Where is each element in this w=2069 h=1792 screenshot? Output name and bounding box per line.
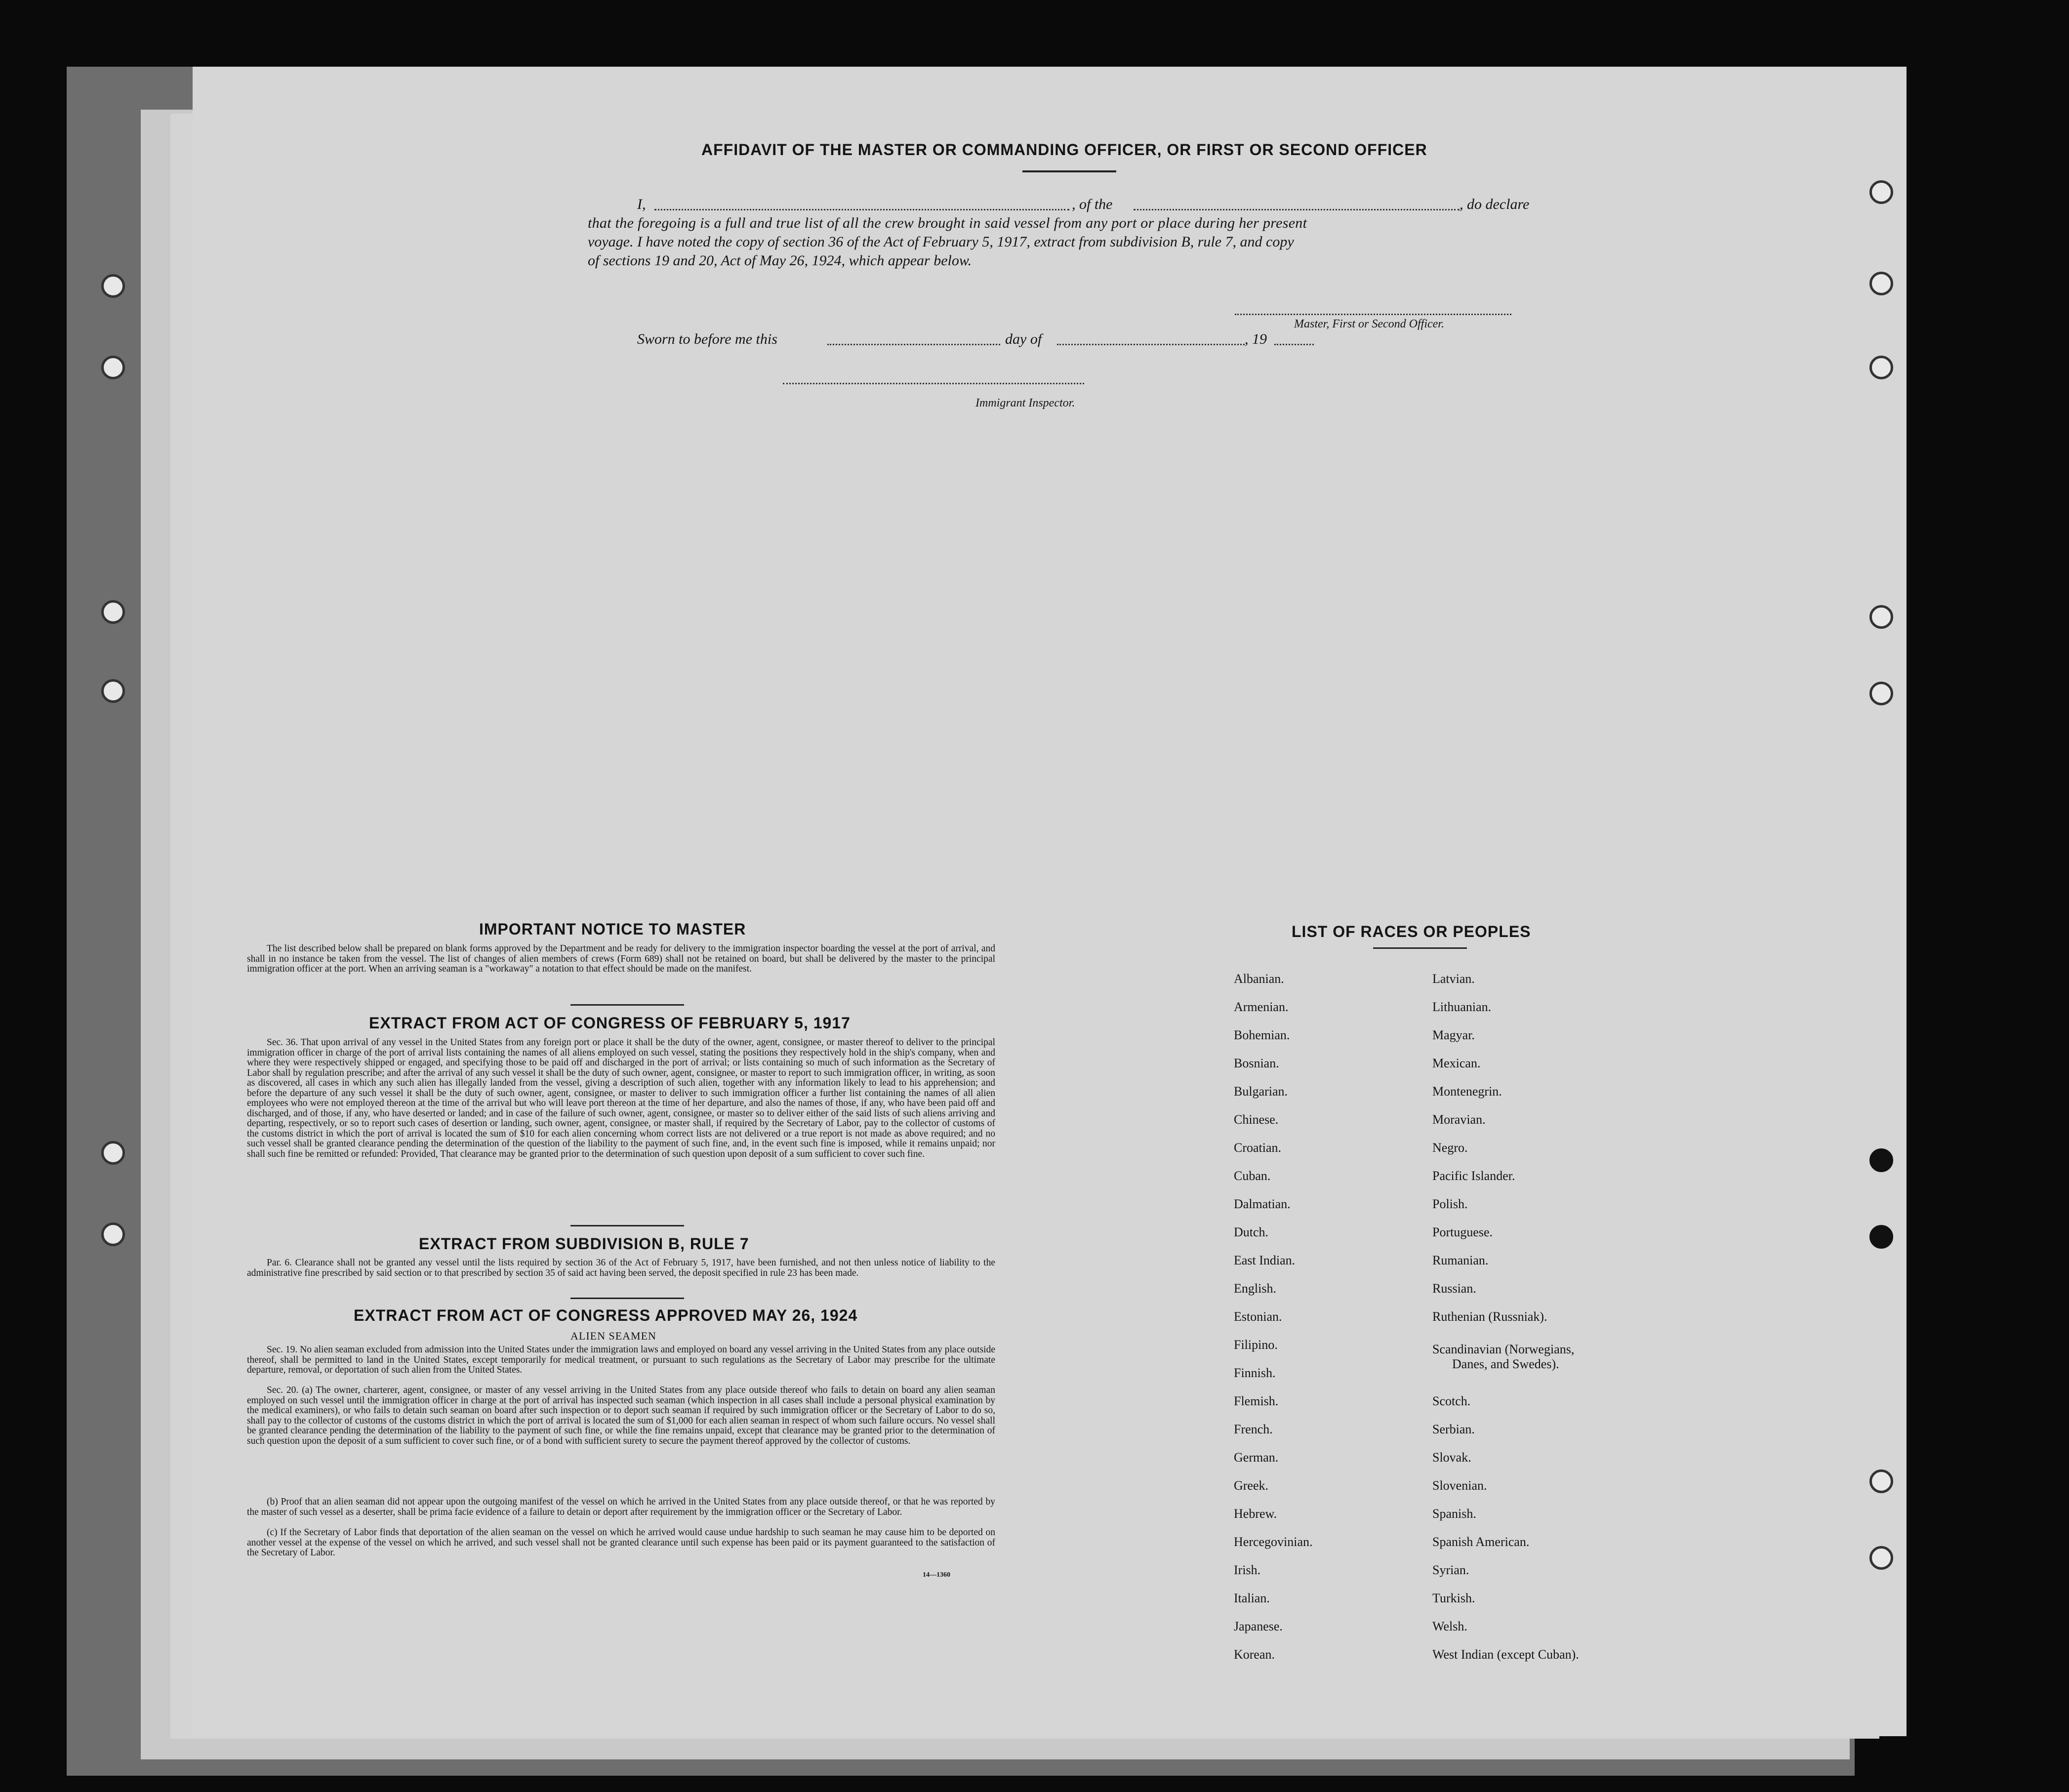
binder-hole xyxy=(1869,605,1893,629)
race-item: Magyar. xyxy=(1432,1028,1475,1042)
race-item: Spanish. xyxy=(1432,1507,1476,1521)
extract-1917-title: EXTRACT FROM ACT OF CONGRESS OF FEBRUARY 5, 1917 xyxy=(369,1014,851,1032)
race-item: Finnish. xyxy=(1234,1366,1276,1380)
affidavit-do-declare: , do declare xyxy=(1460,196,1530,212)
race-item: Montenegrin. xyxy=(1432,1084,1502,1099)
race-item: Latvian. xyxy=(1432,972,1475,986)
race-item: Armenian. xyxy=(1234,1000,1289,1014)
race-item: Estonian. xyxy=(1234,1309,1282,1324)
crew-list-form-page xyxy=(193,67,1907,1736)
race-item: Bulgarian. xyxy=(1234,1084,1288,1099)
race-item: Filipino. xyxy=(1234,1338,1278,1352)
race-item: Serbian. xyxy=(1432,1422,1475,1436)
binder-hole xyxy=(101,679,125,703)
affidavit-declare-I: I, xyxy=(637,196,646,212)
sworn-month-blank xyxy=(1057,344,1245,345)
race-item: East Indian. xyxy=(1234,1253,1296,1267)
race-item: Dalmatian. xyxy=(1234,1197,1291,1211)
affidavit-line: of sections 19 and 20, Act of May 26, 1924, which appear below. xyxy=(588,252,972,269)
sworn-day-of: day of xyxy=(1005,331,1042,347)
extract-rule7-text: Par. 6. Clearance shall not be granted any vessel until the lists required by section 36 of the Act of February 5, 1917, have been furnished, and not then unless notice of liability to the administrative fine prescribed by said section or to that prescribed by section 35 of said act having been served, the deposit specified in rule 23 has been made. xyxy=(247,1258,995,1278)
race-item: Mexican. xyxy=(1432,1056,1481,1070)
binder-hole xyxy=(1869,1225,1893,1249)
race-item: Albanian. xyxy=(1234,972,1284,986)
race-item: Lithuanian. xyxy=(1432,1000,1492,1014)
binder-hole xyxy=(101,274,125,298)
race-item: Italian. xyxy=(1234,1591,1270,1605)
notice-title: IMPORTANT NOTICE TO MASTER xyxy=(479,920,746,938)
title-underline xyxy=(1022,170,1116,172)
binder-hole xyxy=(1869,682,1893,705)
race-item: Irish. xyxy=(1234,1563,1261,1577)
race-item: Rumanian. xyxy=(1432,1253,1489,1267)
binder-hole xyxy=(1869,272,1893,295)
inspector-signature-blank xyxy=(783,383,1084,384)
races-title: LIST OF RACES OR PEOPLES xyxy=(1292,923,1531,940)
race-item: Welsh. xyxy=(1432,1619,1467,1633)
binder-hole xyxy=(101,600,125,624)
binder-hole xyxy=(1869,1546,1893,1570)
extract-1924-title: EXTRACT FROM ACT OF CONGRESS APPROVED MAY 26, 1924 xyxy=(354,1306,858,1324)
affidavit-line: that the foregoing is a full and true list of all the crew brought in said vessel from any port or place during her present xyxy=(588,215,1307,231)
sworn-year-blank xyxy=(1274,344,1314,345)
race-item: Turkish. xyxy=(1432,1591,1475,1605)
race-item: West Indian (except Cuban). xyxy=(1432,1647,1579,1662)
race-item: Japanese. xyxy=(1234,1619,1283,1633)
race-item: Hercegovinian. xyxy=(1234,1535,1313,1549)
race-item: Cuban. xyxy=(1234,1169,1271,1183)
master-signature-caption: Master, First or Second Officer. xyxy=(1294,318,1444,330)
form-number: 14—1360 xyxy=(923,1571,950,1579)
race-item: French. xyxy=(1234,1422,1273,1436)
race-item: Slovenian. xyxy=(1432,1478,1487,1493)
race-item: Ruthenian (Russniak). xyxy=(1432,1309,1547,1324)
race-item: Bohemian. xyxy=(1234,1028,1290,1042)
race-item: Bosnian. xyxy=(1234,1056,1279,1070)
race-item: Spanish American. xyxy=(1432,1535,1530,1549)
race-item: Moravian. xyxy=(1432,1112,1486,1127)
binder-hole xyxy=(1869,1469,1893,1493)
affidavit-line: voyage. I have noted the copy of section 36 of the Act of February 5, 1917, extract from subdivision B, rule 7, and copy xyxy=(588,234,1294,250)
sec20a-text: Sec. 20. (a) The owner, charterer, agent, consignee, or master of any vessel arriving in the United States from any place outside thereof who fails to detain on board any alien seaman employed on such vessel until the immigration officer in charge at the port of arrival has inspected such seaman (which inspection in all cases shall include a personal physical examination by the medical examiners), or who fails to detain such seaman on board after such inspection or to deport such seaman if required by such immigration officer or the Secretary of Labor to do so, shall pay to the collector of customs of the customs district in which the port of arrival is located the sum of $1,000 for each alien seaman in respect of whom such failure occurs. No vessel shall be granted clearance pending the determination of the liability to the payment of such fine, or while the fine remains unpaid, except that clearance may be granted prior to the determination of such question upon the deposit of a sum sufficient to cover such fine, or of a bond with sufficient surety to secure the payment thereof approved by the collector of customs. xyxy=(247,1385,995,1446)
binder-hole xyxy=(1869,356,1893,379)
race-item: Polish. xyxy=(1432,1197,1468,1211)
race-item: Russian. xyxy=(1432,1281,1476,1296)
race-item: Slovak. xyxy=(1432,1450,1471,1465)
race-item: Dutch. xyxy=(1234,1225,1269,1239)
race-item: English. xyxy=(1234,1281,1276,1296)
master-signature-blank xyxy=(1235,314,1511,315)
binder-hole xyxy=(101,1141,125,1165)
binder-hole xyxy=(1869,180,1893,204)
race-item: Croatian. xyxy=(1234,1140,1282,1155)
notice-text: The list described below shall be prepared on blank forms approved by the Department and be ready for delivery to the immigration inspector boarding the vessel at the port of arrival, and shall in no instance be taken from the vessel. The list of changes of alien members of crews (Form 689) shall not be retained on board, but shall be delivered by the master to the principal immigration officer at the port. When an arriving seaman is a "workaway" a notation to that effect should be made on the manifest. xyxy=(247,943,995,974)
race-item: German. xyxy=(1234,1450,1279,1465)
race-item: Scotch. xyxy=(1432,1394,1471,1408)
race-item: Danes, and Swedes). xyxy=(1452,1357,1559,1371)
sworn-year: , 19 xyxy=(1245,331,1267,347)
officer-name-blank xyxy=(654,209,1069,210)
sec20b-text: (b) Proof that an alien seaman did not appear upon the outgoing manifest of the vessel on which he arrived in the United States from any place outside thereof, or that he was reported by the master of such vessel as a deserter, shall be prima facie evidence of a failure to detain or deport after requirement by the immigration officer or the Secretary of Labor. xyxy=(247,1497,995,1517)
sec19-text: Sec. 19. No alien seaman excluded from admission into the United States under the immigration laws and employed on board any vessel arriving in the United States from any place outside thereof, shall be permitted to land in the United States, except temporarily for medical treatment, or pursuant to such regulations as the Secretary of Labor may prescribe for the ultimate departure, removal, or deportation of such alien from the United States. xyxy=(247,1344,995,1375)
race-item: Scandinavian (Norwegians, xyxy=(1432,1342,1575,1356)
race-item: Hebrew. xyxy=(1234,1507,1277,1521)
sec20c-text: (c) If the Secretary of Labor finds that deportation of the alien seaman on the vessel on which he arrived would cause undue hardship to such seaman he may cause him to be deported on another vessel at the expense of the vessel on which he arrived, and such vessel shall not be granted clearance until such expense has been paid or its payment guaranteed to the satisfaction of the Secretary of Labor. xyxy=(247,1527,995,1558)
binder-hole xyxy=(1869,1148,1893,1172)
vessel-name-blank xyxy=(1134,209,1460,210)
races-title-underline xyxy=(1373,947,1467,949)
section-divider xyxy=(570,1298,684,1299)
binder-hole xyxy=(101,356,125,379)
race-item: Flemish. xyxy=(1234,1394,1279,1408)
race-item: Portuguese. xyxy=(1432,1225,1493,1239)
sworn-day-blank xyxy=(827,344,1000,345)
affidavit-of-the: , of the xyxy=(1072,196,1113,212)
section-divider xyxy=(570,1225,684,1226)
sworn-text: Sworn to before me this xyxy=(637,331,777,347)
alien-seamen-subtitle: ALIEN SEAMEN xyxy=(570,1330,656,1342)
race-item: Pacific Islander. xyxy=(1432,1169,1515,1183)
race-item: Syrian. xyxy=(1432,1563,1469,1577)
binder-hole xyxy=(101,1222,125,1246)
race-item: Negro. xyxy=(1432,1140,1468,1155)
race-item: Chinese. xyxy=(1234,1112,1279,1127)
section-divider xyxy=(570,1004,684,1006)
affidavit-title: AFFIDAVIT OF THE MASTER OR COMMANDING OFFICER, OR FIRST OR SECOND OFFICER xyxy=(701,141,1427,159)
race-item: Greek. xyxy=(1234,1478,1269,1493)
extract-1917-text: Sec. 36. That upon arrival of any vessel in the United States from any foreign port or place it shall be the duty of the owner, agent, consignee, or master thereof to deliver to the principal immigration officer in charge of the port of arrival lists containing the names of all aliens employed on such vessel, stating the positions they respectively hold in the ship's company, when and where they were respectively shipped or engaged, and specifying those to be paid off and discharged in the port of arrival; or lists containing so much of such information as the Secretary of Labor shall by regulation prescribe; and after the arrival of any such vessel it shall be the duty of such owner, agent, consignee, or master to report to such immigration officer, in writing, as soon as discovered, all cases in which any such alien has illegally landed from the vessel, giving a description of such alien, together with any information likely to lead to his apprehension; and before the departure of any such vessel it shall be the duty of such owner, agent, consignee, or master to deliver to such immigration officer a further list containing the names of all alien employees who were not employed thereon at the time of the arrival but who will leave port thereon at the time of her departure, and also the names of those, if any, who have been paid off and discharged, and of those, if any, who have deserted or landed; and in case of the failure of such owner, agent, consignee, or master so to deliver either of the said lists of such aliens arriving and departing, respectively, or so to report such cases of desertion or landing, such owner, agent, consignee, or master shall, if required by the Secretary of Labor, pay to the collector of customs of the customs district in which the port of arrival is located the sum of $10 for each alien concerning whom correct lists are not delivered or a true report is not made as above required; and no such vessel shall be granted clearance pending the determination of the question of the liability to the payment of such fine, and, in the event such fine is imposed, while it remains unpaid; nor shall such fine be remitted or refunded: Provided, That clearance may be granted prior to the determination of such question upon deposit of a sum sufficient to cover such fine. xyxy=(247,1037,995,1159)
extract-rule7-title: EXTRACT FROM SUBDIVISION B, RULE 7 xyxy=(419,1235,749,1253)
inspector-caption: Immigrant Inspector. xyxy=(975,397,1075,409)
race-item: Korean. xyxy=(1234,1647,1275,1662)
